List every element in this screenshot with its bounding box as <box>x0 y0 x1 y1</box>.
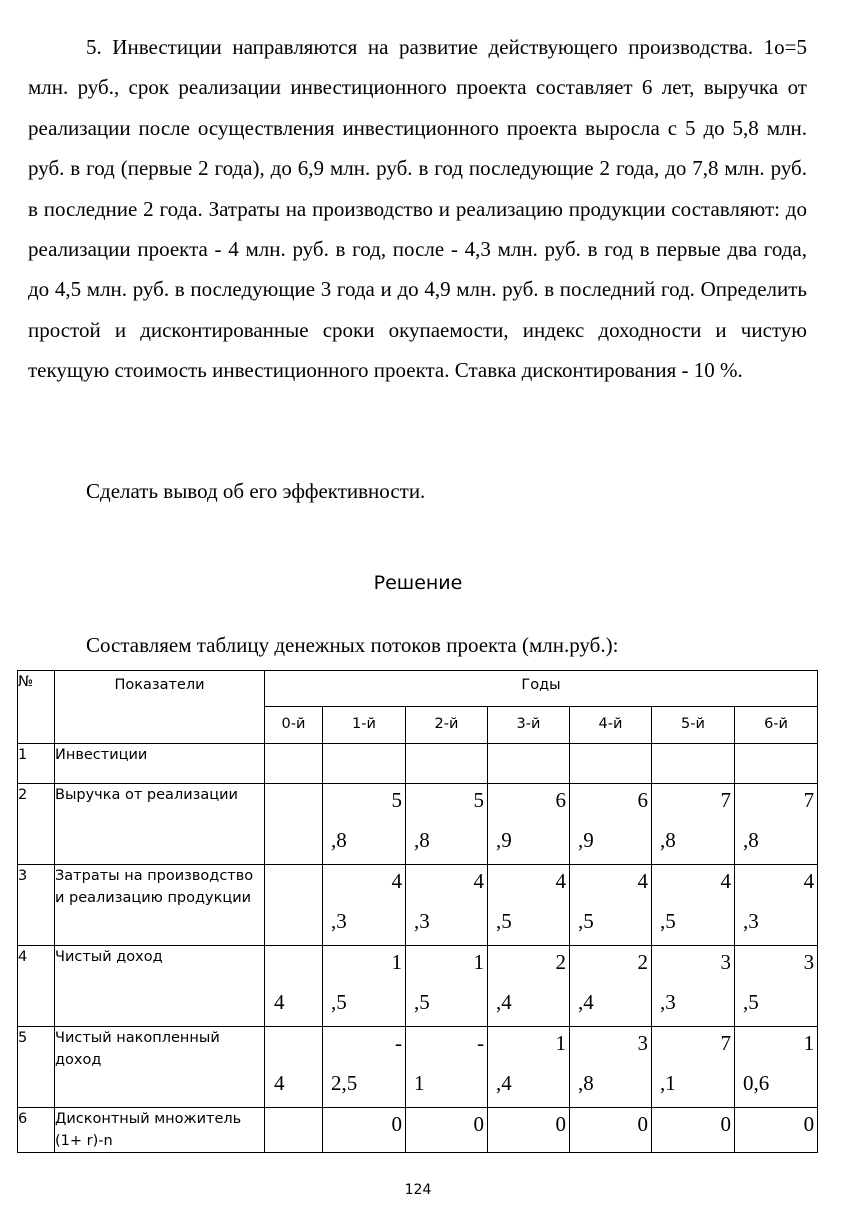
value-cell <box>570 784 652 865</box>
value-bottom-part: ,5 <box>578 909 594 933</box>
year-header-cell: 0-й <box>265 707 323 744</box>
row-number: 6 <box>18 1108 55 1153</box>
year0-cell <box>265 784 323 865</box>
table-row <box>18 1027 818 1108</box>
value-top-part: 0 <box>720 1112 731 1136</box>
value-cell <box>735 1108 818 1153</box>
value-cell <box>406 1027 488 1108</box>
value-top-part: 1 <box>473 950 484 974</box>
problem-text <box>28 27 807 391</box>
value-bottom-part: 1 <box>414 1071 425 1095</box>
value-bottom-part: ,5 <box>414 990 430 1014</box>
value-top-part: 4 <box>803 869 815 893</box>
value-bottom-part: ,3 <box>660 990 676 1014</box>
value-cell <box>488 946 570 1027</box>
value-cell <box>652 865 735 946</box>
value-bottom-part: ,9 <box>578 828 594 852</box>
year0-value: 4 <box>274 1071 285 1095</box>
value-bottom-part: ,4 <box>496 1071 512 1095</box>
year-header-cell: 2-й <box>406 707 488 744</box>
value-cell <box>735 865 818 946</box>
value-bottom-part: 0,6 <box>743 1071 770 1095</box>
value-top-part: 0 <box>391 1112 402 1136</box>
page-number: 124 <box>404 1182 432 1198</box>
year-header-cell: 1-й <box>323 707 406 744</box>
value-cell <box>323 946 406 1027</box>
year-header-cell: 5-й <box>652 707 735 744</box>
value-top-part: 7 <box>720 788 731 812</box>
problem-paragraph: 5. Инвестиции направляются на развитие действующего производства. 1о=5 млн. руб., срок реализации инвестиционного проекта составляет 6 лет, выручка от реализации после осуществления инвестиционного проекта выросла с 5 до 5,8 млн. руб. в год (первые 2 года), до 6,9 млн. руб. в год последующие 2 года, до 7,8 млн. руб. в последние 2 года. Затраты на производство и реализацию продукции составляют: до реализации проекта - 4 млн. руб. в год, после - 4,3 млн. руб. в год в первые два года, до 4,5 млн. руб. в последующие 3 года и до 4,9 млн. руб. в последний год. Определить простой и дисконтированные сроки окупаемости, индекс доходности и чистую текущую стоимость инвестиционного проекта. Ставка дисконтирования - 10 %. <box>28 35 807 383</box>
value-bottom-part: ,8 <box>331 828 347 852</box>
value-cell <box>488 784 570 865</box>
value-cell <box>406 784 488 865</box>
value-bottom-part: ,5 <box>331 990 347 1014</box>
value-cell <box>735 946 818 1027</box>
value-cell <box>488 1108 570 1153</box>
value-top-part: 4 <box>720 869 731 893</box>
table-row <box>18 784 818 865</box>
value-bottom-part: ,8 <box>414 828 430 852</box>
value-top-part: 1 <box>555 1031 566 1055</box>
value-cell <box>323 1108 406 1153</box>
row-number: 1 <box>18 744 55 784</box>
value-bottom-part: ,3 <box>331 909 347 933</box>
value-cell <box>735 1027 818 1108</box>
value-top-part: 4 <box>555 869 566 893</box>
table-row <box>18 865 818 946</box>
value-bottom-part: ,3 <box>414 909 430 933</box>
value-top-part: 4 <box>391 869 402 893</box>
value-cell <box>570 865 652 946</box>
row-label: Чистый накопленный доход <box>55 1027 265 1108</box>
value-top-part: 0 <box>473 1112 484 1136</box>
value-cell <box>406 744 488 784</box>
header-indicator: Показатели <box>55 671 265 744</box>
value-cell <box>570 744 652 784</box>
solution-intro: Составляем таблицу денежных потоков проекта (млн.руб.): <box>86 633 619 657</box>
row-number: 3 <box>18 865 55 946</box>
value-bottom-part: ,1 <box>660 1071 676 1095</box>
value-top-part: 3 <box>720 950 731 974</box>
value-cell <box>488 1027 570 1108</box>
value-cell <box>323 1027 406 1108</box>
value-top-part: 1 <box>391 950 402 974</box>
value-bottom-part: ,9 <box>496 828 512 852</box>
row-number: 5 <box>18 1027 55 1108</box>
year0-cell <box>265 1027 323 1108</box>
value-cell <box>652 744 735 784</box>
value-top-part: 0 <box>637 1112 648 1136</box>
value-top-part: 3 <box>803 950 815 974</box>
value-top-part: 6 <box>637 788 648 812</box>
value-cell <box>652 1108 735 1153</box>
row-label: Дисконтный множитель (1+ r)-n <box>55 1108 265 1153</box>
row-label: Инвестиции <box>55 744 265 784</box>
value-bottom-part: ,8 <box>578 1071 594 1095</box>
row-number: 2 <box>18 784 55 865</box>
value-cell <box>735 744 818 784</box>
value-top-part: - <box>395 1031 402 1055</box>
value-cell <box>323 784 406 865</box>
value-cell <box>652 946 735 1027</box>
row-label: Выручка от реализации <box>55 784 265 865</box>
value-top-part: 7 <box>720 1031 731 1055</box>
row-number: 4 <box>18 946 55 1027</box>
year0-value: 4 <box>274 990 285 1014</box>
value-cell <box>406 865 488 946</box>
value-top-part: - <box>477 1031 484 1055</box>
value-bottom-part: ,8 <box>660 828 676 852</box>
value-top-part: 2 <box>555 950 566 974</box>
value-top-part: 1 <box>803 1031 815 1055</box>
value-top-part: 0 <box>555 1112 566 1136</box>
value-bottom-part: ,5 <box>496 909 512 933</box>
value-cell <box>323 744 406 784</box>
value-cell <box>488 865 570 946</box>
table-row <box>18 1108 818 1153</box>
value-top-part: 4 <box>473 869 484 893</box>
cash-flow-table <box>17 670 818 1153</box>
year-header-cell: 3-й <box>488 707 570 744</box>
year0-cell <box>265 946 323 1027</box>
year0-cell <box>265 744 323 784</box>
year0-cell <box>265 1108 323 1153</box>
value-cell <box>652 1027 735 1108</box>
value-top-part: 0 <box>803 1112 815 1136</box>
value-cell <box>488 744 570 784</box>
solution-heading: Решение <box>373 572 463 594</box>
value-top-part: 5 <box>391 788 402 812</box>
value-cell <box>735 784 818 865</box>
value-top-part: 5 <box>473 788 484 812</box>
value-bottom-part: ,3 <box>743 909 759 933</box>
value-bottom-part: 2,5 <box>331 1071 358 1095</box>
header-no: № <box>18 671 55 744</box>
value-bottom-part: ,8 <box>743 828 759 852</box>
row-label: Затраты на производство и реализацию продукции <box>55 865 265 946</box>
row-label: Чистый доход <box>55 946 265 1027</box>
value-bottom-part: ,4 <box>496 990 512 1014</box>
value-cell <box>652 784 735 865</box>
value-bottom-part: ,5 <box>660 909 676 933</box>
value-cell <box>323 865 406 946</box>
value-top-part: 2 <box>637 950 648 974</box>
value-cell <box>406 1108 488 1153</box>
table-row <box>18 744 818 784</box>
table-row <box>18 946 818 1027</box>
header-years: Годы <box>265 671 818 707</box>
value-cell <box>570 1108 652 1153</box>
value-cell <box>406 946 488 1027</box>
value-top-part: 4 <box>637 869 648 893</box>
value-top-part: 7 <box>803 788 815 812</box>
value-cell <box>570 946 652 1027</box>
conclusion-task: Сделать вывод об его эффективности. <box>86 479 426 503</box>
value-cell <box>570 1027 652 1108</box>
value-bottom-part: ,4 <box>578 990 594 1014</box>
value-bottom-part: ,5 <box>743 990 759 1014</box>
year-header-cell: 4-й <box>570 707 652 744</box>
year-header-cell: 6-й <box>735 707 818 744</box>
year0-cell <box>265 865 323 946</box>
value-top-part: 3 <box>637 1031 648 1055</box>
value-top-part: 6 <box>555 788 566 812</box>
